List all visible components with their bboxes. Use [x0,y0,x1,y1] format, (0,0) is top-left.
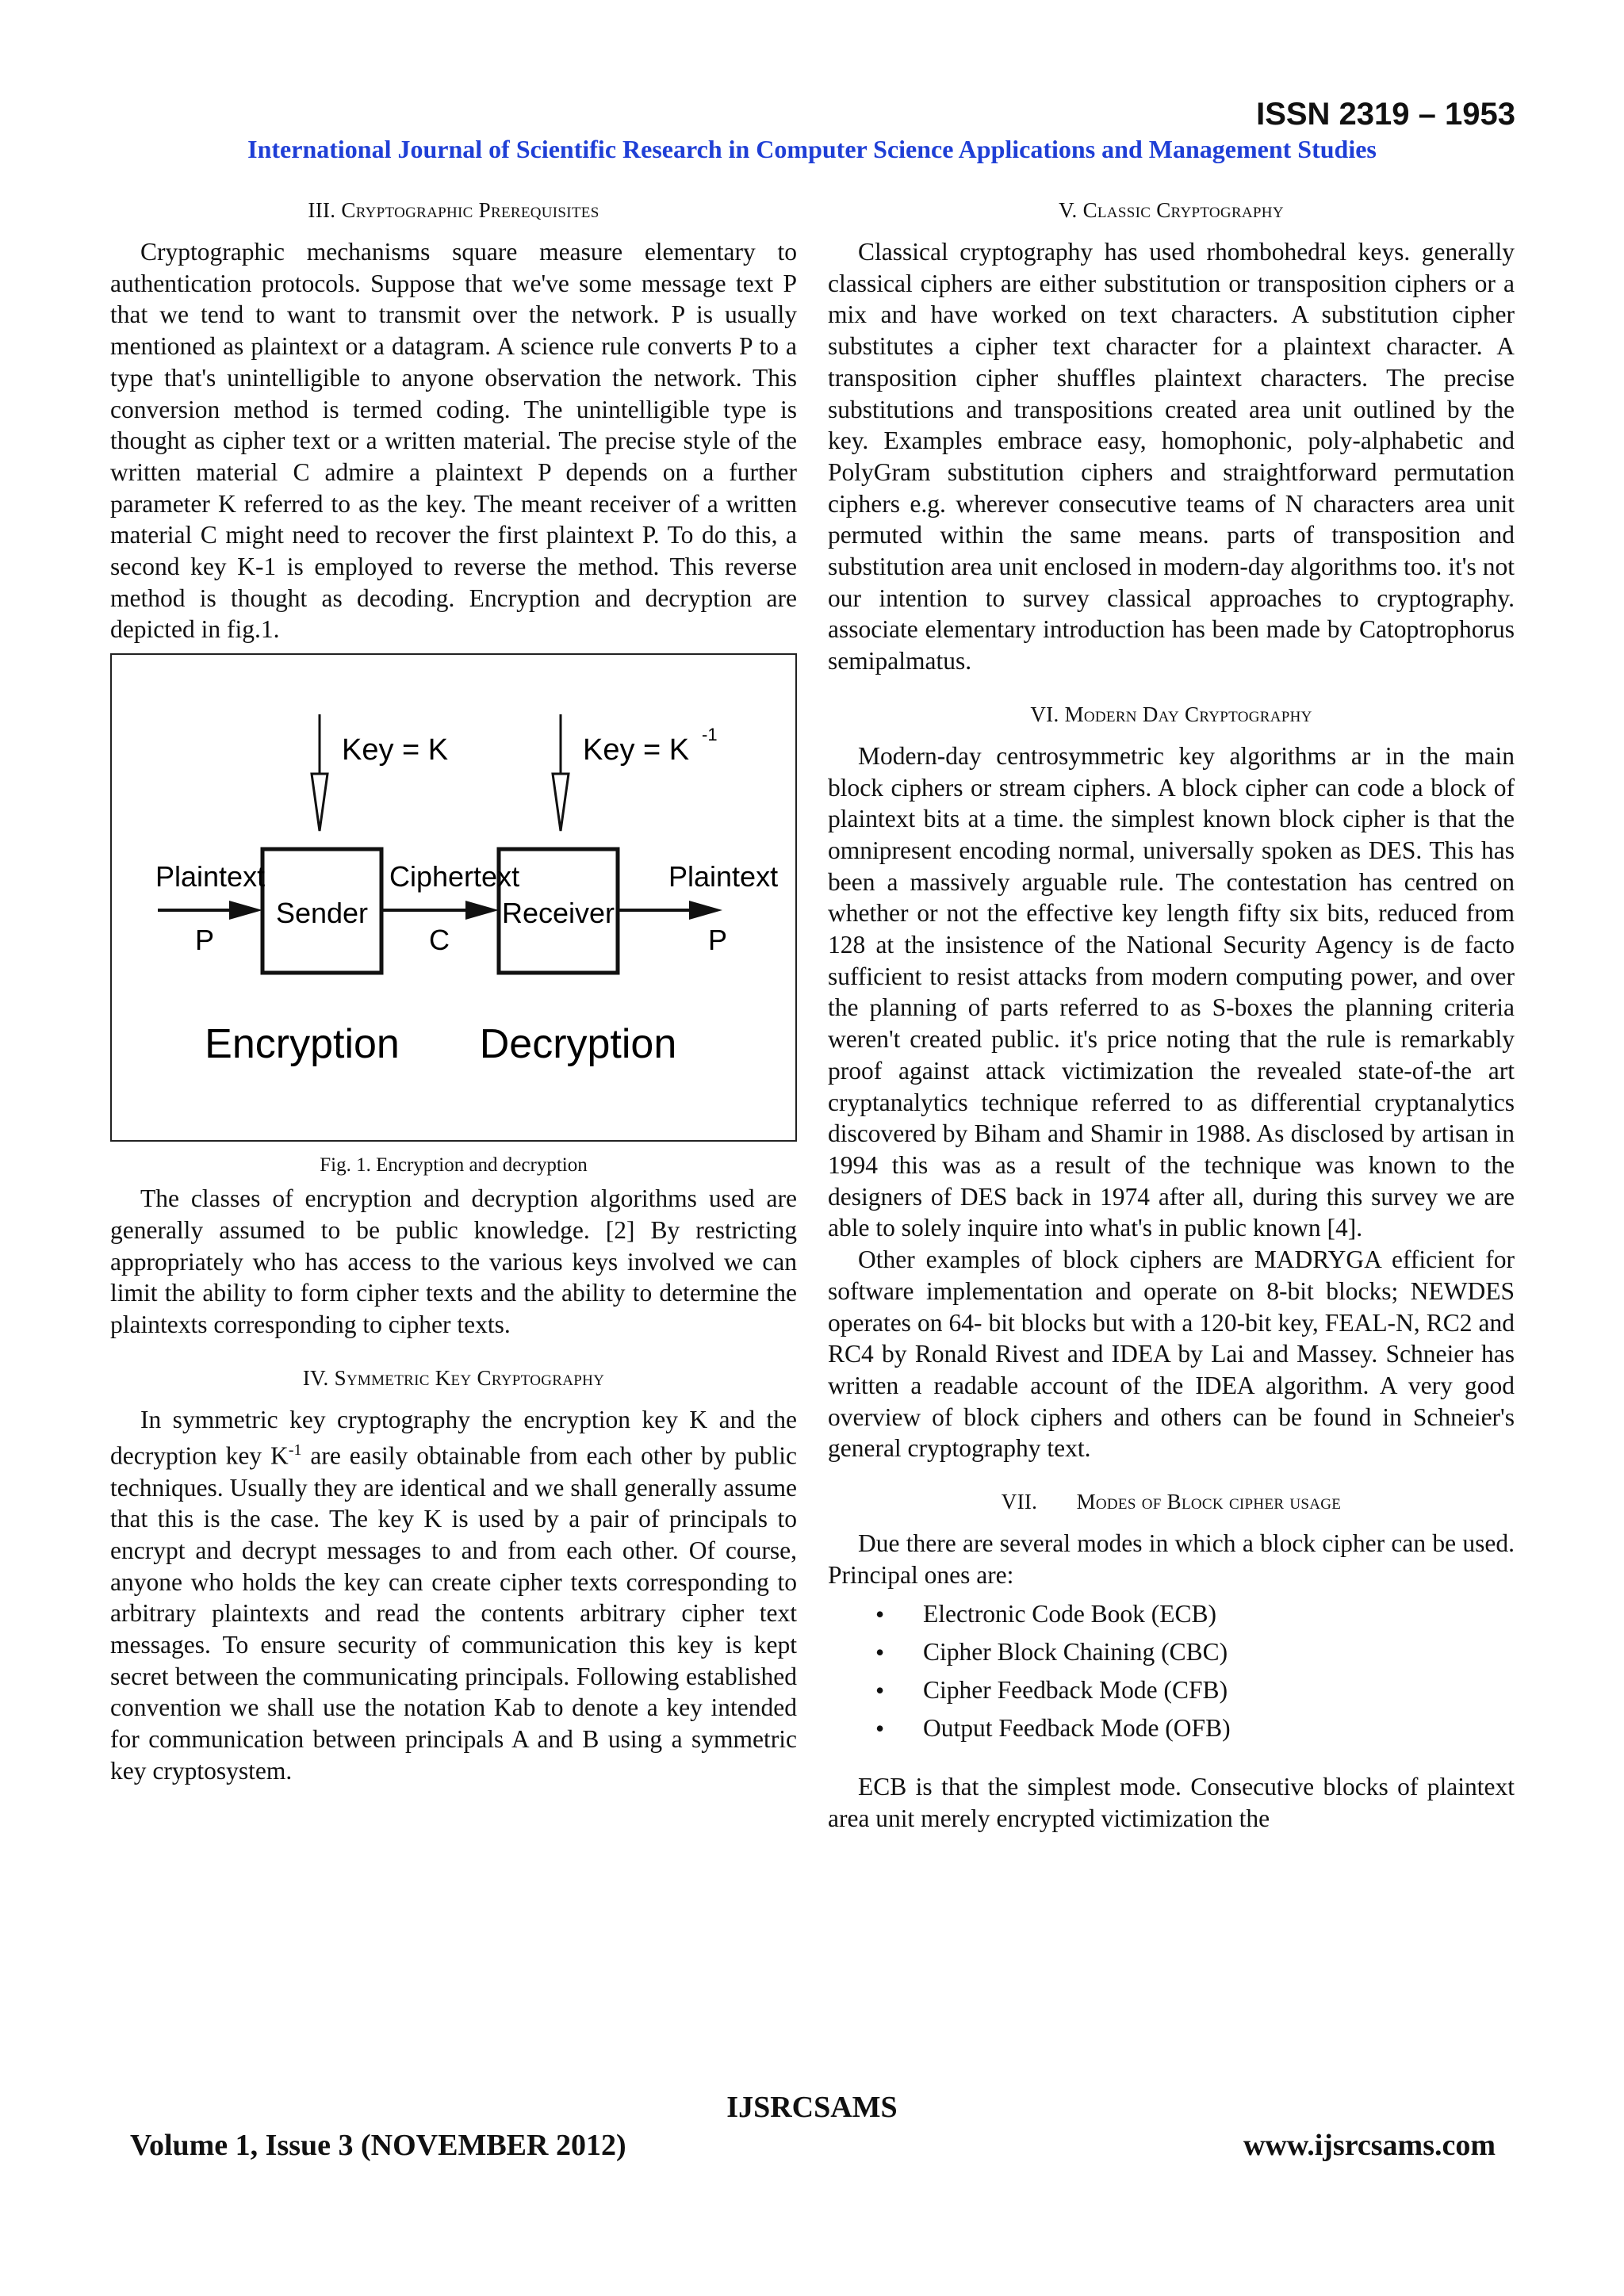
list-item: • Cipher Feedback Mode (CFB) [875,1671,1515,1709]
figure-1 [110,653,797,1142]
p-in-label: P [195,924,215,957]
section-5-paragraph-1: Classical cryptography has used rhombohedral keys. generally classical ciphers are either substitution or transposition ciphers or a mix and have worked on text characters. A substitution cipher substitutes a cipher text character for a plaintext character. A transposition cipher shuffles plaintext characters. The precise substitutions and transpositions created area unit outlined by the key. Examples embrace easy, homophonic, poly-alphabetic and PolyGram substitution ciphers and straightforward permutation ciphers e.g. wherever consecutive teams of N characters area unit permuted within the same means. parts of transposition and substitution area unit enclosed in modern-day algorithms too. it's not our intention to survey classical approaches to cryptography. associate elementary introduction has been made by Catoptrophorus semipalmatus. [828,238,1515,675]
section-3-paragraph-2: The classes of encryption and decryption algorithms used are generally assumed to be public knowledge. [2] By restricting appropriately who has access to the various keys involved we can limit the ability to form cipher texts and the ability to determine the plaintexts corresponding to cipher texts. [110,1184,797,1338]
figure-caption: Fig. 1. Encryption and decryption [320,1154,588,1177]
ciphertext-label: Ciphertext [389,860,520,894]
receiver-label: Receiver [501,897,615,930]
plaintext-out-label: Plaintext [668,860,779,894]
encryption-diagram [112,655,795,1140]
sender-label: Sender [275,897,369,930]
footer-journal-abbr: IJSRCSAMS [726,2091,898,2124]
section-3-paragraph-1: Cryptographic mechanisms square measure elementary to authentication protocols. Suppose that we've some message text P that we tend to want to transmit over the network. P is usually mentioned as plaintext or a datagram. A science rule converts P to a type that's unintelligible to anyone observation the network. This conversion method is termed coding. The unintelligible type is thought as cipher text or a written material. The precise style of the written material C admire a plaintext P depends on a further parameter K referred to as the key. The meant receiver of a written material C might need to recover the first plaintext P. To do this, a second key K-1 is employed to reverse the method. This reverse method is thought as decoding. Encryption and decryption are depicted in fig.1. [110,238,797,644]
arrow-plaintext-in [158,901,262,920]
c-label: C [429,924,450,957]
section-6-heading: VI. Modern Day Cryptography [1030,702,1312,726]
section-4-heading: IV. Symmetric Key Cryptography [302,1365,605,1390]
arrow-ciphertext [381,901,499,920]
journal-title: International Journal of Scientific Research in Computer Science Applications and Management Studies [247,135,1377,163]
key-arrow-enc [312,714,327,831]
key-enc-label: Key = K [342,733,449,767]
block-cipher-modes-list [828,1595,1515,1747]
list-item: • Output Feedback Mode (OFB) [875,1709,1515,1747]
footer-website-link[interactable]: www.ijsrcsams.com [1243,2129,1496,2162]
section-4-paragraph-1: In symmetric key cryptography the encryption key K and the decryption key $K^{-1}$ are easily obtainable from each other by public techniques. Usually they are identical and we shall generally assume that this is the case. The key K is used by a pair of principals to encrypt and decrypt messages to and from each other. Of course, anyone who holds the key can create cipher texts corresponding to arbitrary plaintexts and read the contents arbitrary cipher text messages. To ensure security of communication this key is kept secret between the communicating principals. Following established convention we shall use the notation Kab to denote a key intended for communication between principals A and B using a symmetric key cryptosystem. [110,1405,797,1785]
footer-volume: Volume 1, Issue 3 (NOVEMBER 2012) [130,2129,626,2162]
encryption-label: Encryption [205,1021,400,1068]
section-3-heading: III. Cryptographic Prerequisites [308,198,599,222]
right-column [828,197,1515,1835]
section-7-heading: VII. Modes of Block cipher usage [1001,1490,1342,1514]
key-arrow-dec [553,714,569,831]
issn-number: ISSN 2319 – 1953 [1256,97,1515,132]
section-6-paragraph-2: Other examples of block ciphers are MADRYGA efficient for software implementation and operate on 8-bit blocks; NEWDES operates on 64- bit blocks but with a 120-bit key, FEAL-N, RC2 and RC4 by Ronald Rivest and IDEA by Lai and Massey. Schneier has written a readable account of the IDEA algorithm. A very good overview of block ciphers and others can be found in Schneier's general cryptography text. [828,1246,1515,1463]
list-item: • Electronic Code Book (ECB) [875,1595,1515,1633]
arrow-plaintext-out [618,901,722,920]
section-6-paragraph-1: Modern-day centrosymmetric key algorithms ar in the main block ciphers or stream ciphers. A block cipher can code a block of plaintext bits at a time. the simplest known block cipher is that the omnipresent encoding normal, universally spoken as DES. This has been a massively arguable rule. The contestation has centred on whether or not the effective key length fifty six bits, reduced from 128 at the insistence of the National Security Agency is de facto sufficient to resist attacks from modern computing power, and over the planning of parts referred to as S-boxes the planning criteria weren't created public. it's price noting that the rule is remarkably proof against attack victimization the revealed state-of-the art cryptanalytics technique referred to as differential cryptanalytics discovered by Biham and Shamir in 1988. As disclosed by artisan in 1994 this was as a result of the technique was known to the designers of DES back in 1974 after all, during this survey we are able to solely inquire into what's in public known [4]. [828,741,1515,1242]
section-7-paragraph-2: ECB is that the simplest mode. Consecutive blocks of plaintext area unit merely encrypted victimization the [828,1773,1515,1833]
section-5-heading: V. Classic Cryptography [1059,198,1284,222]
left-column [110,197,797,1787]
list-item: • Cipher Block Chaining (CBC) [875,1633,1515,1671]
p-out-label: P [708,924,728,957]
decryption-label: Decryption [479,1021,677,1068]
key-dec-label: Key = K [583,733,690,767]
key-dec-superscript: -1 [702,725,718,745]
plaintext-in-label: Plaintext [155,860,266,894]
section-7-paragraph-1: Due there are several modes in which a block cipher can be used. Principal ones are: [828,1529,1515,1589]
